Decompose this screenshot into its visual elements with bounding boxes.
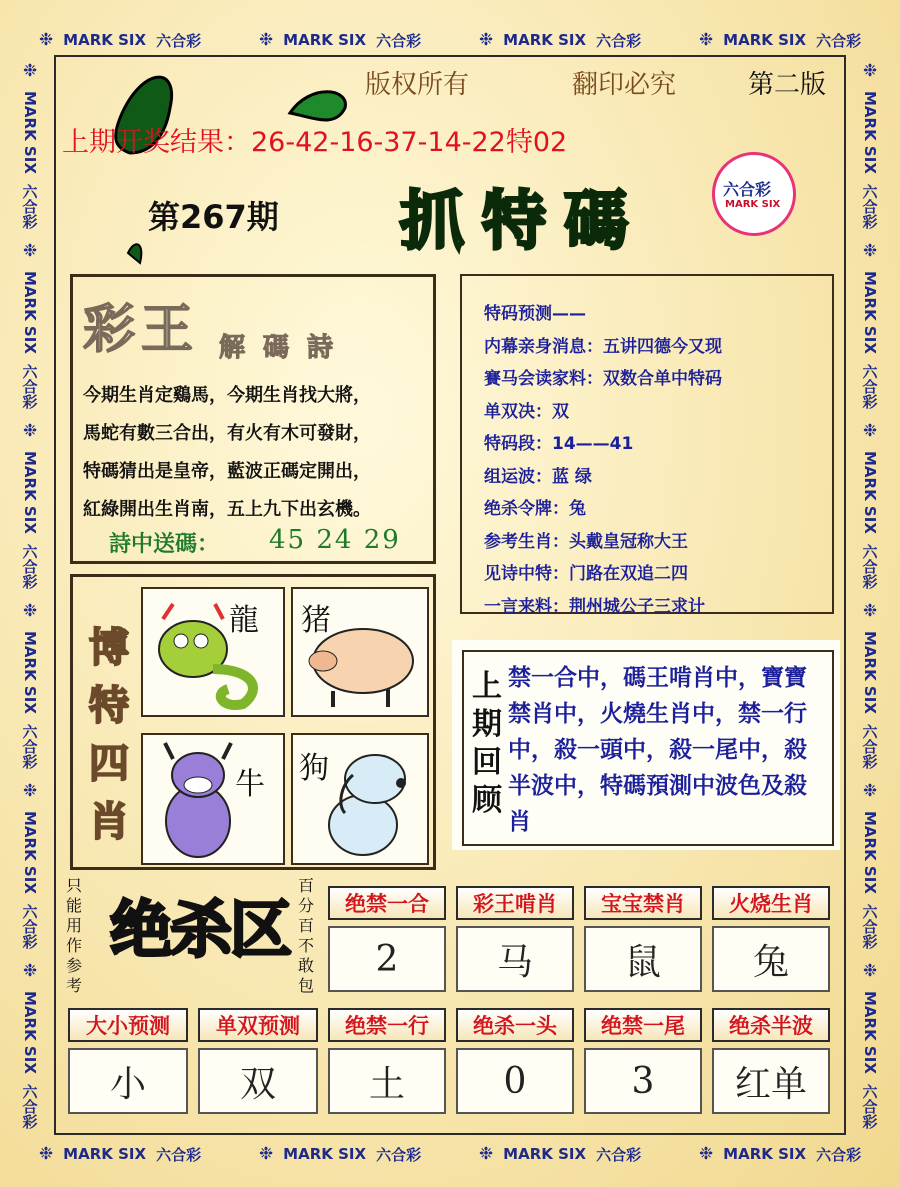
flower-icon: ❉ bbox=[20, 601, 40, 622]
brand-en: MARK SIX bbox=[63, 31, 147, 49]
brand-en: MARK SIX bbox=[861, 271, 879, 354]
brand-en: MARK SIX bbox=[21, 631, 39, 714]
brand-strip-right bbox=[856, 55, 884, 1135]
prediction-item: 一言来料：荆州城公子三求计 bbox=[484, 596, 705, 617]
brand-unit bbox=[259, 1144, 421, 1165]
row2-head: 绝杀一头 bbox=[456, 1008, 574, 1042]
brand-unit bbox=[479, 1144, 641, 1165]
prediction-item: 参考生肖：头戴皇冠称大王 bbox=[484, 531, 688, 552]
logo-en: MARK SIX bbox=[725, 199, 781, 210]
zodiac-ox-cell bbox=[141, 733, 285, 865]
row2-value: 双 bbox=[198, 1048, 318, 1114]
brand-cn: 六合彩 bbox=[860, 363, 879, 409]
flower-icon: ❉ bbox=[38, 1144, 54, 1164]
row1-head: 绝禁一合 bbox=[328, 886, 446, 920]
row2-head: 绝禁一尾 bbox=[584, 1008, 702, 1042]
flower-icon: ❉ bbox=[20, 961, 40, 982]
flower-icon: ❉ bbox=[20, 781, 40, 802]
brand-cn: 六合彩 bbox=[20, 723, 39, 769]
row1-value: 兔 bbox=[712, 926, 830, 992]
brand-strip-bottom bbox=[10, 1140, 890, 1168]
row2-head: 绝杀半波 bbox=[712, 1008, 830, 1042]
brand-cn: 六合彩 bbox=[20, 363, 39, 409]
brand-cn: 六合彩 bbox=[20, 903, 39, 949]
prediction-item: 特码段：14——41 bbox=[484, 434, 634, 454]
brand-unit bbox=[39, 30, 201, 51]
brand-unit bbox=[259, 30, 421, 51]
brand-cn: 六合彩 bbox=[860, 1083, 879, 1129]
row2-value: 0 bbox=[456, 1048, 574, 1114]
zodiac-label: 狗 bbox=[299, 751, 329, 786]
poem-title-small: 解碼詩 bbox=[219, 333, 352, 363]
copyright-text: 版权所有 bbox=[365, 70, 470, 100]
brand-cn: 六合彩 bbox=[596, 31, 642, 50]
prediction-box bbox=[460, 274, 834, 617]
brand-en: MARK SIX bbox=[21, 451, 39, 534]
row1-value: 鼠 bbox=[584, 926, 702, 992]
brand-cn: 六合彩 bbox=[156, 31, 202, 50]
brand-cn: 六合彩 bbox=[20, 543, 39, 589]
review-title: 上期回顾 bbox=[472, 669, 502, 818]
brand-unit bbox=[699, 30, 861, 51]
brand-en: MARK SIX bbox=[283, 31, 367, 49]
brand-unit bbox=[860, 421, 881, 589]
prediction-item: 绝杀令牌：兔 bbox=[484, 499, 586, 519]
brand-unit bbox=[699, 1144, 861, 1165]
kill-zone-right-note: 百分百不敢包 bbox=[298, 876, 315, 995]
brand-en: MARK SIX bbox=[21, 271, 39, 354]
row1-value: 2 bbox=[328, 926, 446, 992]
prediction-list bbox=[484, 298, 722, 623]
issue-number: 第267期 bbox=[148, 198, 279, 236]
brand-strip-top bbox=[10, 26, 890, 54]
kill-zone-title: 绝杀区 bbox=[110, 893, 291, 966]
brand-en: MARK SIX bbox=[21, 991, 39, 1074]
row1-head: 宝宝禁肖 bbox=[584, 886, 702, 920]
brand-unit bbox=[860, 961, 881, 1129]
no-reprint-text: 翻印必究 bbox=[572, 70, 677, 100]
flower-icon: ❉ bbox=[20, 61, 40, 82]
prediction-item: 内幕亲身消息：五讲四德今又现 bbox=[484, 336, 722, 357]
row2-value: 3 bbox=[584, 1048, 702, 1114]
brand-cn: 六合彩 bbox=[376, 1145, 422, 1164]
poem-send-label: 詩中送碼： bbox=[109, 532, 220, 557]
logo-cn: 六合彩 bbox=[723, 180, 772, 199]
brand-en: MARK SIX bbox=[63, 1145, 147, 1163]
brand-en: MARK SIX bbox=[861, 631, 879, 714]
four-zodiac-title: 博特四肖 bbox=[89, 625, 129, 845]
brand-unit bbox=[860, 241, 881, 409]
poem-title-big: 彩王 bbox=[83, 299, 200, 360]
brand-en: MARK SIX bbox=[723, 31, 807, 49]
brand-unit bbox=[860, 61, 881, 229]
brand-cn: 六合彩 bbox=[816, 31, 862, 50]
brand-unit bbox=[20, 601, 41, 769]
prediction-item: 特码预测—— bbox=[484, 304, 586, 324]
poem-lines bbox=[83, 377, 433, 529]
flower-icon: ❉ bbox=[860, 961, 880, 982]
flower-icon: ❉ bbox=[860, 781, 880, 802]
brand-en: MARK SIX bbox=[861, 991, 879, 1074]
row2-value: 小 bbox=[68, 1048, 188, 1114]
zodiac-pig-cell bbox=[291, 587, 429, 717]
zodiac-dragon-cell bbox=[141, 587, 285, 717]
flower-icon: ❉ bbox=[20, 241, 40, 262]
review-box bbox=[462, 650, 834, 846]
brand-unit bbox=[20, 421, 41, 589]
brand-cn: 六合彩 bbox=[860, 183, 879, 229]
brand-en: MARK SIX bbox=[503, 1145, 587, 1163]
prediction-item: 賽马会读家料：双数合单中特码 bbox=[484, 369, 722, 389]
row1-value: 马 bbox=[456, 926, 574, 992]
edition-text: 第二版 bbox=[748, 70, 827, 100]
brand-cn: 六合彩 bbox=[860, 903, 879, 949]
brand-en: MARK SIX bbox=[283, 1145, 367, 1163]
brand-cn: 六合彩 bbox=[376, 31, 422, 50]
brand-unit bbox=[20, 961, 41, 1129]
row2-value: 红单 bbox=[712, 1048, 830, 1114]
flower-icon: ❉ bbox=[860, 601, 880, 622]
brand-cn: 六合彩 bbox=[20, 1083, 39, 1129]
row2-head: 单双预测 bbox=[198, 1008, 318, 1042]
flower-icon: ❉ bbox=[20, 421, 40, 442]
brand-unit bbox=[20, 781, 41, 949]
poem-send-numbers: 45 24 29 bbox=[269, 525, 401, 555]
brand-cn: 六合彩 bbox=[156, 1145, 202, 1164]
brand-en: MARK SIX bbox=[21, 91, 39, 174]
poem-line: 馬蛇有數三合出，有火有木可發財， bbox=[83, 423, 371, 444]
row2-value: 土 bbox=[328, 1048, 446, 1114]
prediction-item: 见诗中特：门路在双追二四 bbox=[484, 564, 688, 584]
poem-line: 今期生肖定鷄馬，今期生肖找大將， bbox=[83, 385, 371, 406]
zodiac-label: 牛 bbox=[235, 767, 265, 802]
flower-icon: ❉ bbox=[38, 30, 54, 50]
brand-en: MARK SIX bbox=[503, 31, 587, 49]
flower-icon: ❉ bbox=[860, 421, 880, 442]
last-result-text: 上期开奖结果：26-42-16-37-14-22特02 bbox=[62, 127, 568, 158]
flower-icon: ❉ bbox=[258, 30, 274, 50]
poem-box bbox=[70, 274, 436, 564]
brand-unit bbox=[860, 601, 881, 769]
brand-cn: 六合彩 bbox=[860, 543, 879, 589]
brand-en: MARK SIX bbox=[21, 811, 39, 894]
dragon-icon bbox=[143, 589, 283, 715]
zodiac-dog-cell bbox=[291, 733, 429, 865]
brand-unit bbox=[479, 30, 641, 51]
flower-icon: ❉ bbox=[698, 1144, 714, 1164]
main-title: 抓特碼 bbox=[400, 184, 646, 259]
brand-cn: 六合彩 bbox=[860, 723, 879, 769]
four-zodiac-box bbox=[70, 574, 436, 870]
brand-cn: 六合彩 bbox=[20, 183, 39, 229]
zodiac-label: 猪 bbox=[301, 603, 331, 638]
flower-icon: ❉ bbox=[860, 61, 880, 82]
review-text: 禁一合中，碼王啃肖中，寶寶禁肖中，火燒生肖中，禁一行中，殺一頭中，殺一尾中，殺半波中，特碼預測中波色及殺肖 bbox=[508, 665, 807, 835]
flower-icon: ❉ bbox=[698, 30, 714, 50]
flower-icon: ❉ bbox=[860, 241, 880, 262]
brand-en: MARK SIX bbox=[861, 811, 879, 894]
brand-cn: 六合彩 bbox=[596, 1145, 642, 1164]
brand-cn: 六合彩 bbox=[816, 1145, 862, 1164]
brand-en: MARK SIX bbox=[861, 451, 879, 534]
brand-unit bbox=[20, 241, 41, 409]
brand-unit bbox=[20, 61, 41, 229]
row2-head: 绝禁一行 bbox=[328, 1008, 446, 1042]
kill-zone-left-note: 只能用作参考 bbox=[66, 876, 83, 995]
flower-icon: ❉ bbox=[478, 30, 494, 50]
brand-strip-left bbox=[16, 55, 44, 1135]
poem-line: 特碼猜出是皇帝，藍波正碼定開出， bbox=[83, 461, 371, 482]
row1-head: 彩王啃肖 bbox=[456, 886, 574, 920]
flower-icon: ❉ bbox=[478, 1144, 494, 1164]
prediction-item: 单双决：双 bbox=[484, 401, 569, 422]
poem-line: 紅綠開出生肖南，五上九下出玄機。 bbox=[83, 499, 371, 520]
prediction-item: 组运波：蓝 绿 bbox=[484, 466, 592, 487]
row1-head: 火烧生肖 bbox=[712, 886, 830, 920]
brand-en: MARK SIX bbox=[861, 91, 879, 174]
brand-unit bbox=[39, 1144, 201, 1165]
flower-icon: ❉ bbox=[258, 1144, 274, 1164]
row2-head: 大小预测 bbox=[68, 1008, 188, 1042]
brand-unit bbox=[860, 781, 881, 949]
zodiac-label: 龍 bbox=[229, 603, 259, 638]
mark-six-logo bbox=[712, 152, 796, 236]
brand-en: MARK SIX bbox=[723, 1145, 807, 1163]
